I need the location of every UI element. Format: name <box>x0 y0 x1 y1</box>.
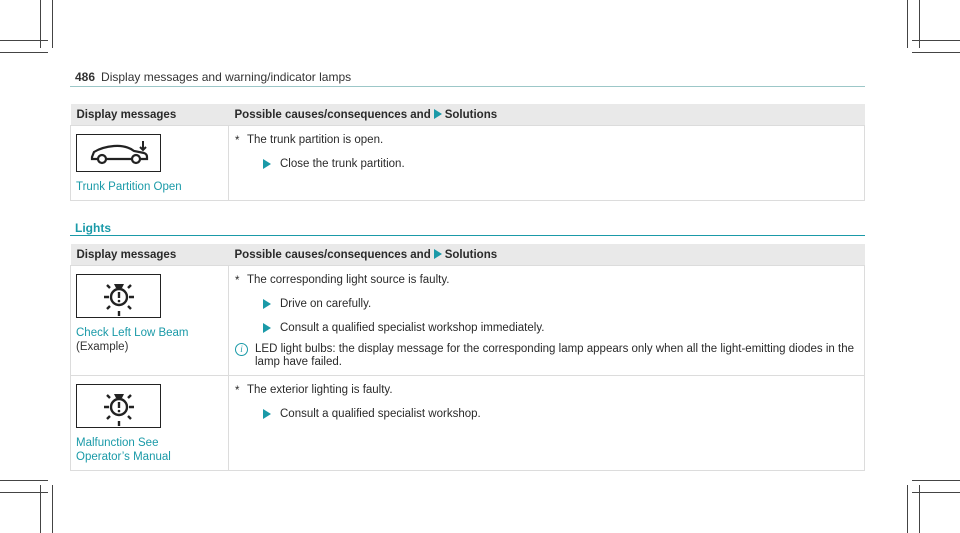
solution-cell <box>229 266 865 376</box>
arrow-right-icon <box>263 159 271 169</box>
cause-text: * The trunk partition is open. <box>235 133 858 147</box>
message-label: Trunk Partition Open <box>76 181 182 193</box>
crop-mark <box>0 480 48 481</box>
crop-mark <box>912 492 960 493</box>
col-causes: Possible causes/consequences and Solutions <box>229 244 865 266</box>
info-note: i LED light bulbs: the display message for the corresponding lamp appears only when all the light-emitting diodes in the lamp have failed. <box>235 343 858 369</box>
info-icon: i <box>235 343 248 356</box>
lights-message-table <box>70 244 865 471</box>
col-display-messages: Display messages <box>71 244 229 266</box>
table-row <box>71 266 865 376</box>
page-header <box>75 70 351 84</box>
arrow-right-icon <box>263 409 271 419</box>
table-header-row <box>71 244 865 266</box>
action-item: Drive on carefully. <box>235 297 858 311</box>
arrow-right-icon <box>263 299 271 309</box>
message-label: Check Left Low Beam (Example) <box>76 327 189 353</box>
crop-mark <box>907 0 908 48</box>
action-item: Consult a qualified specialist workshop. <box>235 407 858 421</box>
crop-mark <box>52 0 53 48</box>
section-title-lights: Lights <box>75 221 111 235</box>
message-cell <box>71 126 229 201</box>
crop-mark <box>912 40 960 41</box>
arrow-right-icon <box>263 323 271 333</box>
cause-text: * The exterior lighting is faulty. <box>235 383 858 397</box>
crop-mark <box>52 485 53 533</box>
table-row <box>71 376 865 471</box>
section-divider <box>70 235 865 236</box>
exterior-light-fault-icon <box>76 384 161 428</box>
table-row <box>71 126 865 201</box>
crop-mark <box>907 485 908 533</box>
action-item: Close the trunk partition. <box>235 157 858 171</box>
message-label: Malfunction See Operator’s Manual <box>76 437 171 463</box>
crop-mark <box>912 52 960 53</box>
page-header-title: Display messages and warning/indicator lamps <box>101 70 352 84</box>
arrow-right-icon <box>434 109 442 119</box>
message-cell <box>71 376 229 471</box>
action-item: Consult a qualified specialist workshop immediately. <box>235 321 858 335</box>
col-causes: Possible causes/consequences and Solutions <box>229 104 865 126</box>
exterior-light-fault-icon <box>76 274 161 318</box>
car-trunk-icon <box>76 134 161 172</box>
table-header-row <box>71 104 865 126</box>
cause-text: * The corresponding light source is faulty. <box>235 273 858 287</box>
crop-mark <box>0 492 48 493</box>
solution-cell <box>229 376 865 471</box>
col-display-messages: Display messages <box>71 104 229 126</box>
crop-mark <box>912 480 960 481</box>
crop-mark <box>0 52 48 53</box>
header-divider <box>70 86 865 87</box>
message-cell <box>71 266 229 376</box>
solution-cell <box>229 126 865 201</box>
arrow-right-icon <box>434 249 442 259</box>
page-number: 486 <box>75 70 96 84</box>
trunk-message-table <box>70 104 865 201</box>
crop-mark <box>0 40 48 41</box>
